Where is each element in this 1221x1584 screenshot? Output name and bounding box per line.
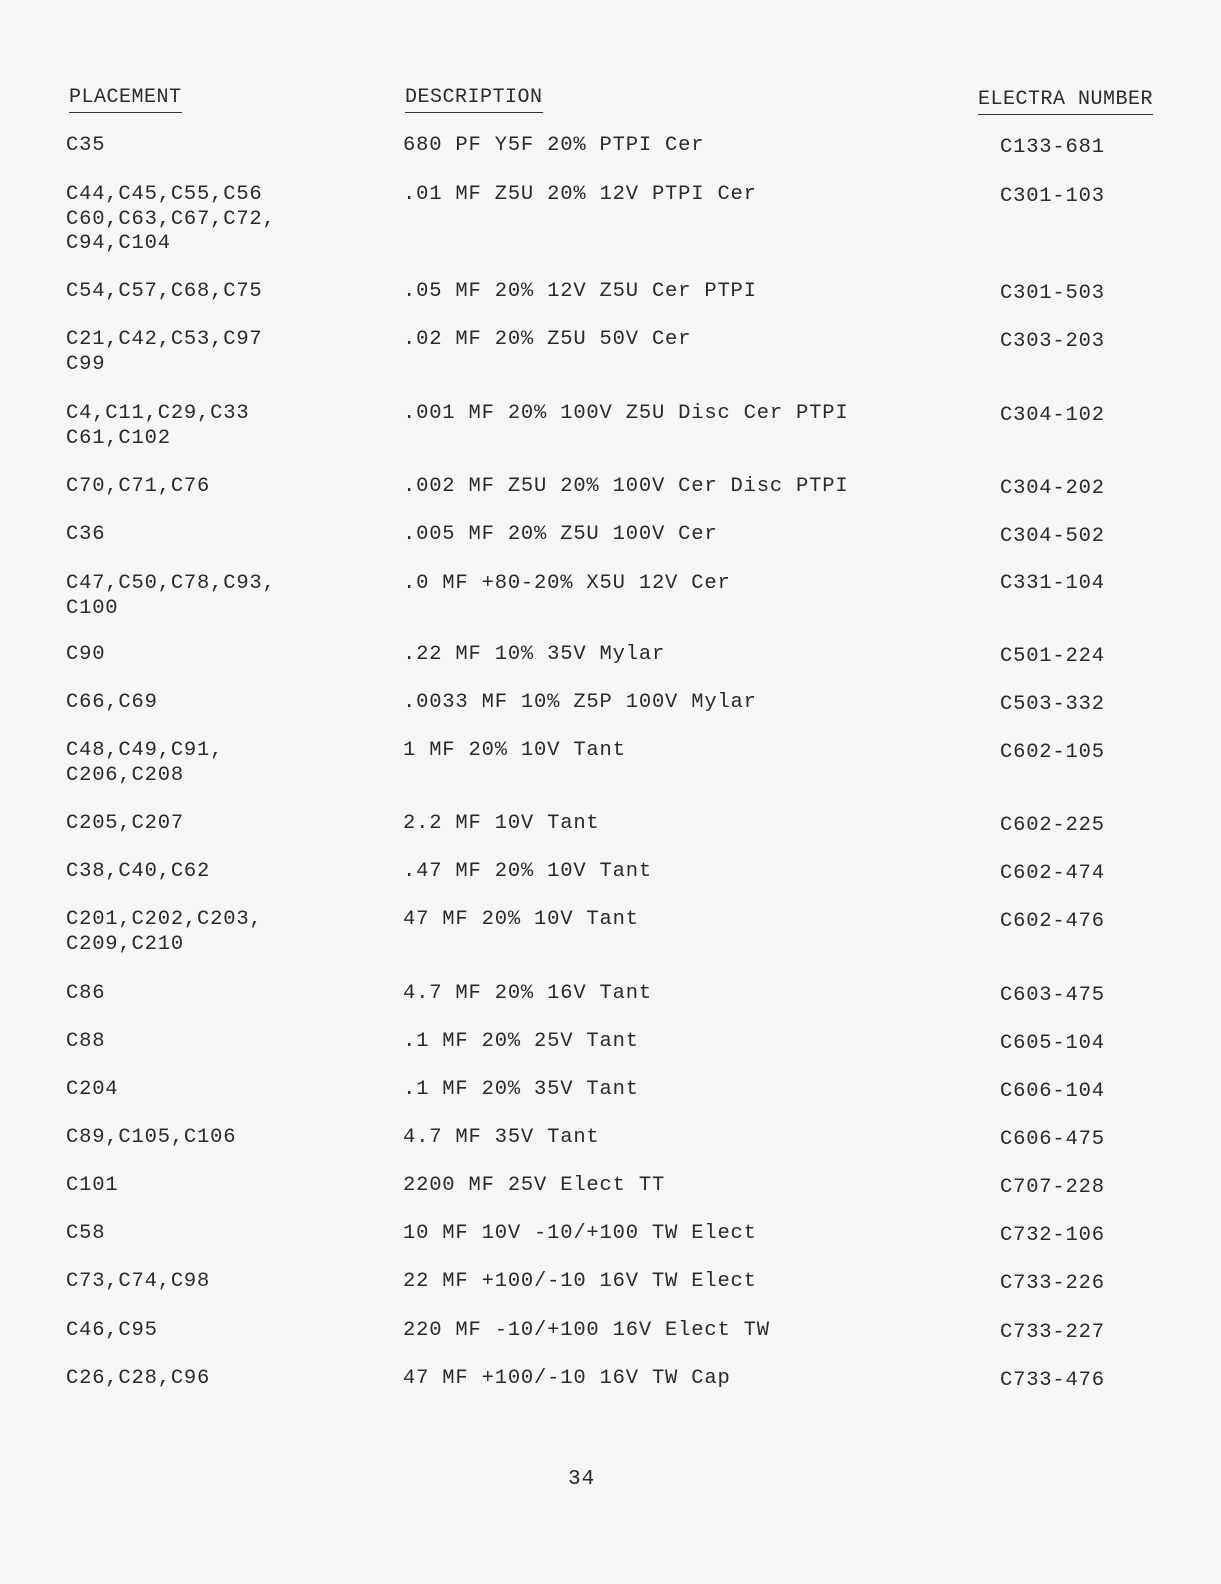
description-cell: 2200 MF 25V Elect TT [403,1174,666,1197]
description-cell: 1 MF 20% 10V Tant [403,739,626,762]
electra-number-cell: C733-476 [1000,1369,1105,1392]
description-cell: 4.7 MF 35V Tant [403,1126,600,1149]
placement-cell: C70,C71,C76 [66,475,211,498]
description-cell: .002 MF Z5U 20% 100V Cer Disc PTPI [403,475,849,498]
header-placement: PLACEMENT [69,86,182,113]
electra-number-cell: C331-104 [1000,572,1105,595]
electra-number-cell: C501-224 [1000,645,1105,668]
placement-cell: C90 [66,643,106,666]
electra-number-cell: C304-102 [1000,404,1105,427]
electra-number-cell: C304-502 [1000,525,1105,548]
electra-number-cell: C732-106 [1000,1224,1105,1247]
description-cell: .47 MF 20% 10V Tant [403,860,652,883]
placement-cell: C44,C45,C55,C56 C60,C63,C67,C72, C94,C104 [66,183,276,255]
placement-cell: C36 [66,523,106,546]
placement-cell: C38,C40,C62 [66,860,211,883]
electra-number-cell: C602-225 [1000,814,1105,837]
description-cell: .1 MF 20% 35V Tant [403,1078,639,1101]
placement-cell: C73,C74,C98 [66,1270,211,1293]
description-cell: 4.7 MF 20% 16V Tant [403,982,652,1005]
placement-cell: C88 [66,1030,106,1053]
description-cell: 2.2 MF 10V Tant [403,812,600,835]
electra-number-cell: C606-104 [1000,1080,1105,1103]
electra-number-cell: C602-474 [1000,862,1105,885]
electra-number-cell: C606-475 [1000,1128,1105,1151]
description-cell: .0033 MF 10% Z5P 100V Mylar [403,691,757,714]
placement-cell: C201,C202,C203, C209,C210 [66,908,263,956]
electra-number-cell: C301-103 [1000,185,1105,208]
header-electra-number: ELECTRA NUMBER [978,88,1153,115]
description-cell: .0 MF +80-20% X5U 12V Cer [403,572,731,595]
placement-cell: C89,C105,C106 [66,1126,237,1149]
electra-number-cell: C733-226 [1000,1272,1105,1295]
placement-cell: C48,C49,C91, C206,C208 [66,739,224,787]
electra-number-cell: C605-104 [1000,1032,1105,1055]
placement-cell: C47,C50,C78,C93, C100 [66,572,276,620]
placement-cell: C26,C28,C96 [66,1367,211,1390]
electra-number-cell: C602-476 [1000,910,1105,933]
placement-cell: C21,C42,C53,C97 C99 [66,328,263,376]
description-cell: .22 MF 10% 35V Mylar [403,643,666,666]
placement-cell: C66,C69 [66,691,158,714]
description-cell: 680 PF Y5F 20% PTPI Cer [403,134,705,157]
electra-number-cell: C602-105 [1000,741,1105,764]
electra-number-cell: C304-202 [1000,477,1105,500]
electra-number-cell: C503-332 [1000,693,1105,716]
electra-number-cell: C603-475 [1000,984,1105,1007]
placement-cell: C205,C207 [66,812,184,835]
description-cell: 47 MF +100/-10 16V TW Cap [403,1367,731,1390]
description-cell: 22 MF +100/-10 16V TW Elect [403,1270,757,1293]
placement-cell: C58 [66,1222,106,1245]
placement-cell: C86 [66,982,106,1005]
placement-cell: C46,C95 [66,1319,158,1342]
placement-cell: C101 [66,1174,119,1197]
page-number: 34 [568,1468,596,1491]
description-cell: .005 MF 20% Z5U 100V Cer [403,523,718,546]
electra-number-cell: C707-228 [1000,1176,1105,1199]
description-cell: .1 MF 20% 25V Tant [403,1030,639,1053]
description-cell: .05 MF 20% 12V Z5U Cer PTPI [403,280,757,303]
description-cell: 10 MF 10V -10/+100 TW Elect [403,1222,757,1245]
placement-cell: C35 [66,134,106,157]
electra-number-cell: C303-203 [1000,330,1105,353]
placement-cell: C4,C11,C29,C33 C61,C102 [66,402,250,450]
placement-cell: C204 [66,1078,119,1101]
electra-number-cell: C133-681 [1000,136,1105,159]
electra-number-cell: C733-227 [1000,1321,1105,1344]
header-description: DESCRIPTION [405,86,543,113]
description-cell: .001 MF 20% 100V Z5U Disc Cer PTPI [403,402,849,425]
description-cell: 47 MF 20% 10V Tant [403,908,639,931]
placement-cell: C54,C57,C68,C75 [66,280,263,303]
description-cell: .01 MF Z5U 20% 12V PTPI Cer [403,183,757,206]
electra-number-cell: C301-503 [1000,282,1105,305]
description-cell: .02 MF 20% Z5U 50V Cer [403,328,692,351]
description-cell: 220 MF -10/+100 16V Elect TW [403,1319,770,1342]
